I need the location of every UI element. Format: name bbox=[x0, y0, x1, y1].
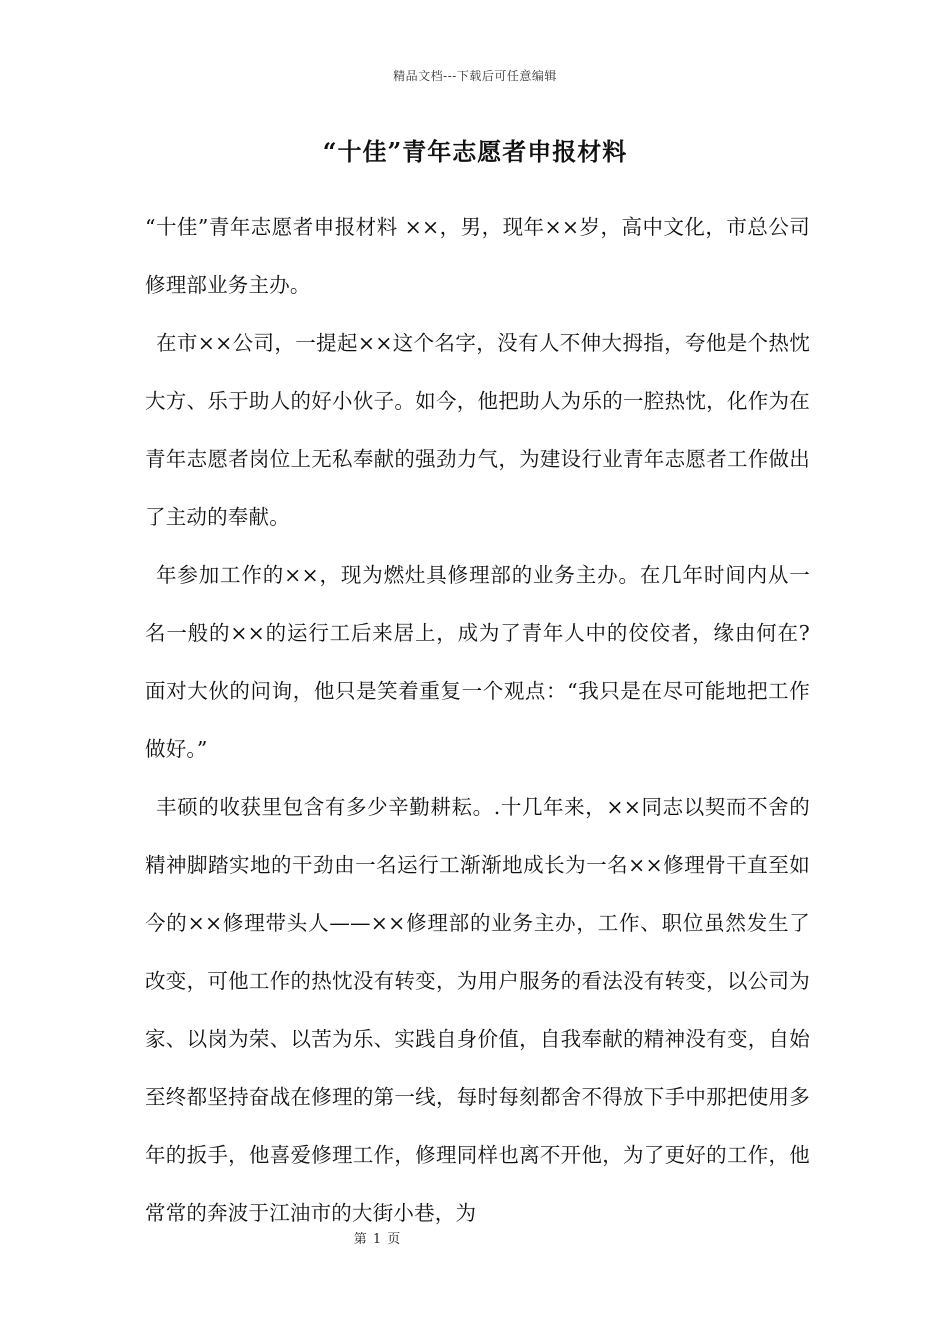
document-body bbox=[145, 198, 810, 1242]
page-number: 第 1 页 bbox=[353, 1232, 402, 1247]
document-title: “十佳”青年志愿者申报材料 bbox=[322, 137, 628, 166]
paragraph-2: 在市××公司，一提起××这个名字，没有人不伸大拇指，夸他是个热忱大方、乐于助人的好小伙子。如今，他把助人为乐的一腔热忱，化作为在青年志愿者岗位上无私奉献的强劲力气，为建设行业青年志愿者工作做出了主动的奉献。 bbox=[145, 331, 810, 529]
paragraph-4: 丰硕的收获里包含有多少辛勤耕耘。.十几年来，××同志以契而不舍的精神脚踏实地的干劲由一名运行工渐渐地成长为一名××修理骨干直至如今的××修理带头人——××修理部的业务主办，工作、职位虽然发生了改变，可他工作的热忱没有转变，为用户服务的看法没有转变，以公司为家、以岗为荣、以苦为乐、实践自身价值，自我奉献的精神没有变，自始至终都坚持奋战在修理的第一线，每时每刻都舍不得放下手中那把使用多年的扳手，他喜爱修理工作，修理同样也离不开他，为了更好的工作，他常常的奔波于江油市的大街小巷，为 bbox=[145, 795, 810, 1225]
paragraph-1: “十佳”青年志愿者申报材料 ××，男，现年××岁，高中文化，市总公司修理部业务主办。 bbox=[145, 215, 810, 297]
header-note: 精品文档---下载后可任意编辑 bbox=[393, 69, 557, 83]
paragraph-3: 年参加工作的××，现为燃灶具修理部的业务主办。在几年时间内从一名一般的××的运行工后来居上，成为了青年人中的佼佼者，缘由何在?面对大伙的问询，他只是笑着重复一个观点：“我只是在尽可能地把工作做好。” bbox=[145, 563, 810, 761]
